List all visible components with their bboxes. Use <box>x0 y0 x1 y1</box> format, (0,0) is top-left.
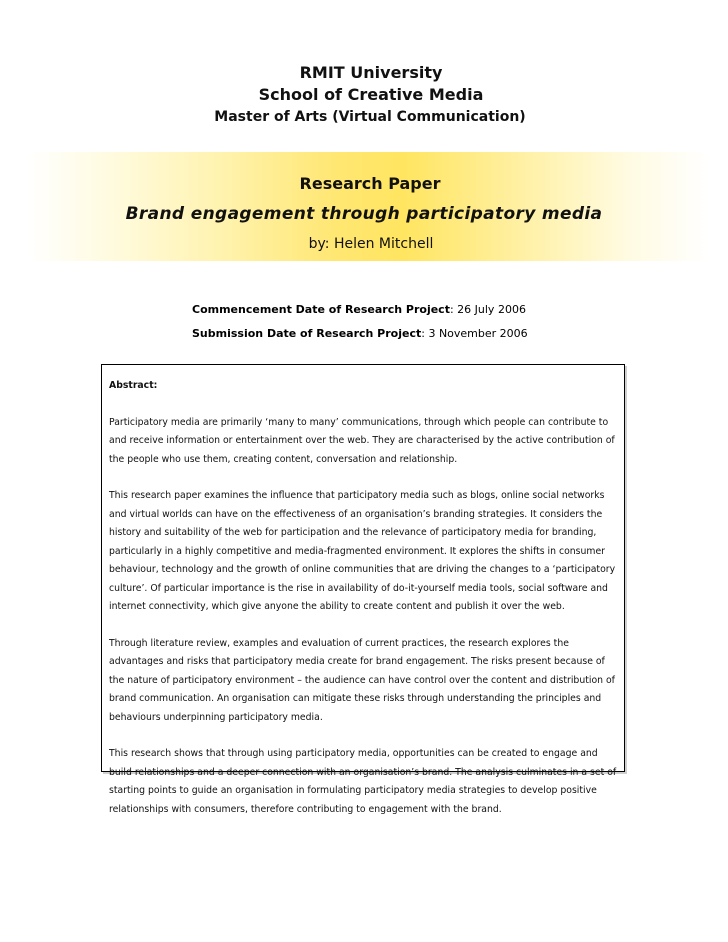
project-dates <box>192 298 528 346</box>
title-block <box>0 62 728 128</box>
commencement-date-row <box>192 298 528 322</box>
paper-type-title: Research Paper <box>299 174 441 193</box>
author-line: by: Helen Mitchell <box>308 236 434 252</box>
degree-name: Master of Arts (Virtual Communication) <box>214 109 526 125</box>
abstract-heading: Abstract: <box>109 380 158 391</box>
abstract-paragraph: This research paper examines the influence that participatory media such as blogs, online social networks and virtual worlds can have on the effectiveness of an organisation’s branding strategies. It considers the history and suitability of the web for participation and the relevance of participatory media for branding, particularly in a highly competitive and media-fragmented environment. It explores the shifts in consumer behaviour, technology and the growth of online communities that are driving the changes to a ‘participatory culture’. Of particular importance is the rise in availability of do-it-yourself media tools, social software and internet connectivity, which give anyone the ability to create content and publish it over the web. <box>109 490 616 612</box>
school-name: School of Creative Media <box>258 85 484 104</box>
submission-date-value: : 3 November 2006 <box>421 327 528 340</box>
submission-date-row <box>192 322 528 346</box>
abstract-paragraph: Through literature review, examples and evaluation of current practices, the research explores the advantages and risks that participatory media create for brand engagement. The risks present because of the nature of participatory environment – the audience can have control over the content and distribution of brand communication. An organisation can mitigate these risks through understanding the principles and behaviours underpinning participatory media. <box>109 637 615 723</box>
abstract-paragraph: This research shows that through using participatory media, opportunities can be created to engage and build relationships and a deeper connection with an organisation’s brand. The analysis culminates in a set of starting points to guide an organisation in formulating participatory media strategies to develop positive relationships with consumers, therefore contributing to engagement with the brand. <box>109 748 617 815</box>
abstract-box <box>101 364 625 815</box>
commencement-date-value: : 26 July 2006 <box>449 303 526 316</box>
submission-date-label: Submission Date of Research Project <box>192 327 422 340</box>
commencement-date-label: Commencement Date of Research Project <box>192 303 450 316</box>
abstract-paragraph: Participatory media are primarily ‘many to many’ communications, through which people can contribute to and receive information or entertainment over the web. They are characterised by the active contribution of the people who use them, creating content, conversation and relationship. <box>109 416 615 465</box>
university-name: RMIT University <box>299 63 443 82</box>
paper-title: Brand engagement through participatory media <box>125 204 603 224</box>
